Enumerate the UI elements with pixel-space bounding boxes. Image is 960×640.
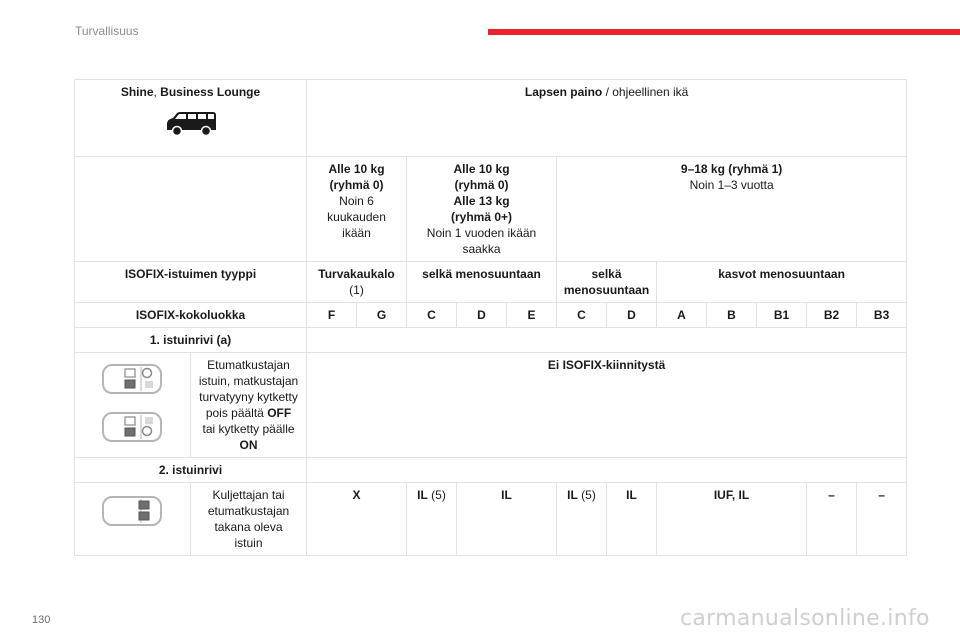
g0p-l4: (ryhmä 0+): [451, 210, 513, 224]
weight-header-cell: [307, 80, 907, 157]
row2-value-cell: [857, 483, 907, 556]
g0-l4: kuukauden: [327, 210, 386, 224]
g0p-l6: saakka: [462, 242, 501, 256]
g0-l1: Alle 10 kg: [328, 162, 385, 176]
weight-header-bold: Lapsen paino: [524, 85, 603, 99]
row2-desc-l3: takana oleva: [214, 520, 283, 534]
group-1-cell: [557, 157, 907, 262]
isofix-table: [74, 79, 907, 556]
row2-desc-cell: [191, 483, 307, 556]
model-name-a: Shine: [120, 85, 154, 99]
forward-facing-cell: [657, 262, 907, 303]
size-class-cell: [607, 303, 657, 328]
size-class: F: [327, 308, 336, 322]
size-label: ISOFIX-kokoluokka: [135, 308, 246, 322]
empty-cell: [75, 157, 307, 262]
size-class: B3: [873, 308, 890, 322]
g0p-l2: (ryhmä 0): [454, 178, 509, 192]
weight-header-rest: / ohjeellinen ikä: [602, 85, 689, 99]
row2-value: IUF, IL: [713, 488, 750, 502]
row1-desc-cell: [191, 353, 307, 458]
row1-value: Ei ISOFIX-kiinnitystä: [547, 358, 666, 372]
size-class: B1: [773, 308, 790, 322]
size-class: G: [376, 308, 387, 322]
g0p-l3: Alle 13 kg: [453, 194, 510, 208]
row2-value-cell: [657, 483, 807, 556]
row1-desc-l5: tai kytketty päälle: [202, 422, 295, 436]
size-class: A: [677, 308, 686, 322]
row2-value-cell: [607, 483, 657, 556]
size-class-cell: [657, 303, 707, 328]
watermark: carmanualsonline.info: [680, 606, 930, 631]
header-accent-bar: [488, 29, 960, 35]
carrycot-cell: [307, 262, 407, 303]
row2-value-cell: [307, 483, 407, 556]
row1-desc-l3: turvatyyny kytketty: [199, 390, 298, 404]
row2-desc-l4: istuin: [234, 536, 263, 550]
size-class-cell: [357, 303, 407, 328]
row1-title-cell: [75, 328, 307, 353]
row2-value-cell: [557, 483, 607, 556]
row2-value-cell: [457, 483, 557, 556]
size-class-cell: [857, 303, 907, 328]
g1-l1: 9–18 kg (ryhmä 1): [680, 162, 783, 176]
row2-value-note: (5): [577, 488, 596, 502]
size-class: C: [427, 308, 436, 322]
row1-desc-l2: istuin, matkustajan: [198, 374, 299, 388]
size-class: D: [477, 308, 486, 322]
row2-value-cell: [807, 483, 857, 556]
row2-value: –: [878, 488, 885, 502]
size-class: D: [627, 308, 636, 322]
row2-desc-l2: etumatkustajan: [207, 504, 290, 518]
size-class: B: [727, 308, 736, 322]
rear-facing-2-l2: menosuuntaan: [563, 283, 650, 297]
row2-value-cell: [407, 483, 457, 556]
size-class-cell: [407, 303, 457, 328]
page-number: 130: [32, 614, 51, 626]
row2-icon-cell: [75, 483, 191, 556]
row2-value-note: (5): [427, 488, 446, 502]
car-seat-front-icon: [101, 361, 165, 397]
g1-l2: Noin 1–3 vuotta: [689, 178, 774, 192]
row1-desc-l1: Etumatkustajan: [207, 358, 290, 372]
type-label-cell: [75, 262, 307, 303]
rear-facing-cell: [407, 262, 557, 303]
model-header-cell: [75, 80, 307, 157]
van-icon: [163, 110, 219, 138]
carrycot-l2: (1): [349, 283, 364, 297]
size-class: C: [577, 308, 586, 322]
size-class-cell: [707, 303, 757, 328]
row2-value: IL: [501, 488, 512, 502]
row2-desc-l1: Kuljettajan tai: [212, 488, 285, 502]
g0p-l5: Noin 1 vuoden ikään: [426, 226, 537, 240]
row2-title: 2. istuinrivi: [158, 463, 223, 477]
type-label: ISOFIX-istuimen tyyppi: [124, 267, 257, 281]
row2-title-cell: [75, 458, 307, 483]
forward-facing: kasvot menosuuntaan: [718, 267, 845, 281]
size-class-cell: [507, 303, 557, 328]
size-class-cell: [807, 303, 857, 328]
size-label-cell: [75, 303, 307, 328]
rear-facing-2-l1: selkä: [591, 267, 622, 281]
model-sep: ,: [153, 85, 161, 99]
g0-l5: ikään: [342, 226, 371, 240]
section-title: Turvallisuus: [75, 24, 139, 38]
row1-value-cell: [307, 353, 907, 458]
group-0-cell: [307, 157, 407, 262]
size-class: E: [527, 308, 536, 322]
g0p-l1: Alle 10 kg: [453, 162, 510, 176]
row1-icon-cell: [75, 353, 191, 458]
g0-l3: Noin 6: [339, 194, 374, 208]
size-class-cell: [757, 303, 807, 328]
car-seat-front-icon: [101, 409, 165, 445]
row2-value: –: [828, 488, 835, 502]
airbag-off-label: OFF: [267, 406, 292, 420]
row1-title: 1. istuinrivi (a): [149, 333, 232, 347]
group-0plus-cell: [407, 157, 557, 262]
empty-cell: [307, 458, 907, 483]
row2-value: IL: [417, 488, 428, 502]
g0-l2: (ryhmä 0): [329, 178, 384, 192]
row2-value: IL: [567, 488, 578, 502]
airbag-on-label: ON: [239, 438, 258, 452]
size-class: B2: [823, 308, 840, 322]
row2-value: X: [352, 488, 361, 502]
size-class-cell: [307, 303, 357, 328]
size-class-cell: [557, 303, 607, 328]
rear-facing-cell-2: [557, 262, 657, 303]
row2-value: IL: [626, 488, 637, 502]
model-name-b: Business Lounge: [160, 85, 261, 99]
size-class-cell: [457, 303, 507, 328]
row1-desc-l4: pois päältä: [205, 406, 264, 420]
car-seat-rear-icon: [101, 493, 165, 529]
empty-cell: [307, 328, 907, 353]
carrycot-l1: Turvakaukalo: [318, 267, 395, 281]
rear-facing-1: selkä menosuuntaan: [422, 267, 541, 281]
